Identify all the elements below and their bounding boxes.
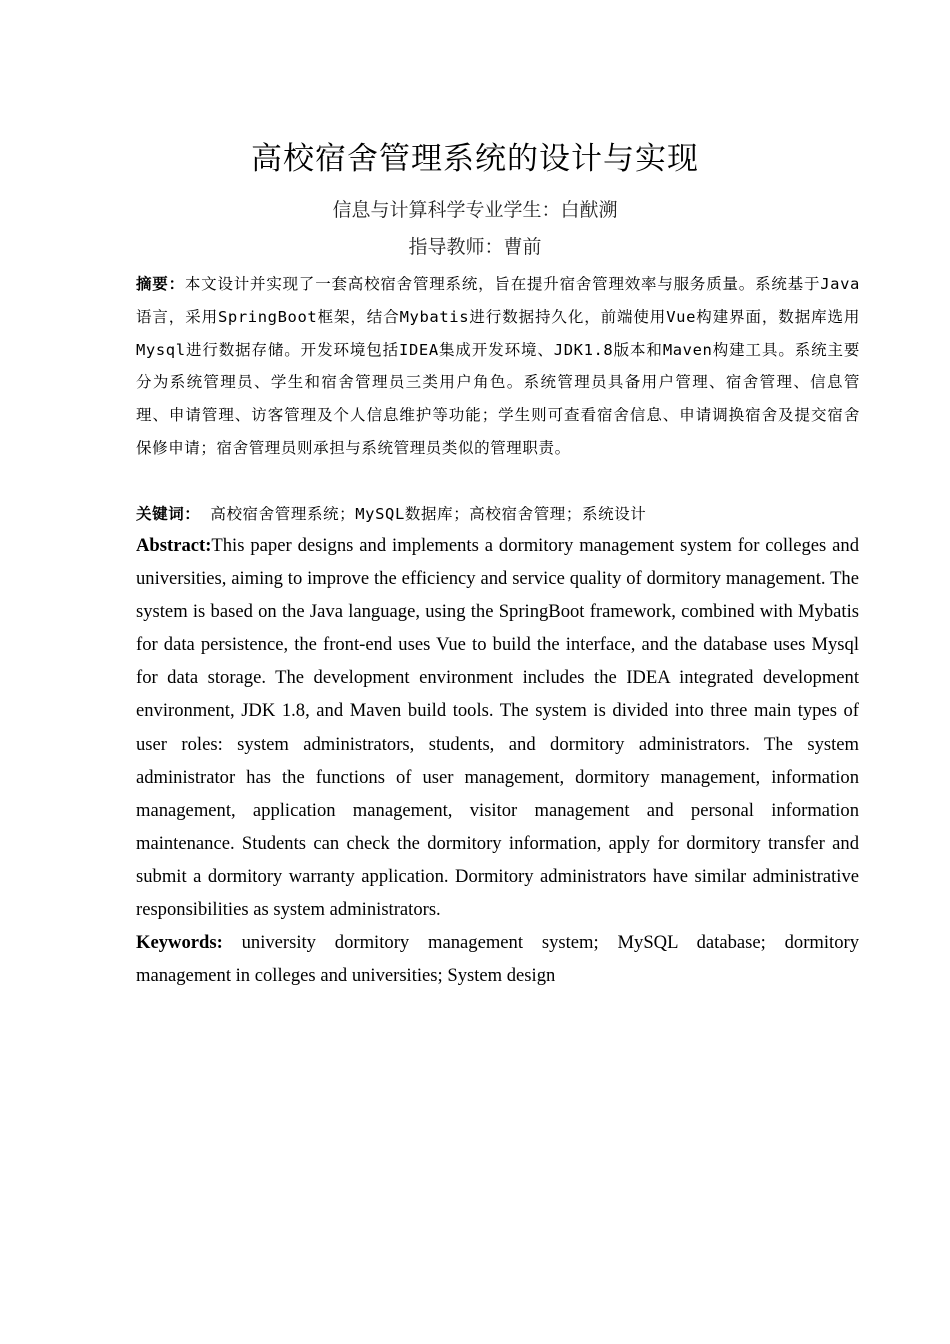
english-abstract-label: Abstract: [136, 535, 212, 556]
paper-title: 高校宿舍管理系统的设计与实现 [251, 141, 699, 177]
english-abstract-text: This paper designs and implements a dormitory management system for colleges and universities, aiming to improve the efficiency and service quality of dormitory management. The system is based on the Java language, using the SpringBoot framework, combined with Mybatis for data persistence, the front-end uses Vue to build the interface, and the database uses Mysql for data storage. The development environment includes the IDEA integrated development environment, JDK 1.8, and Maven build tools. The system is divided into three main types of user roles: system administrators, students, and dormitory administrators. The system administrator has the functions of user management, dormitory management, information management, application management, visitor management and personal information maintenance. Students can check the dormitory information, apply for dormitory transfer and submit a dormitory warranty application. Dormitory administrators have similar administrative responsibilities as system administrators. [136, 535, 859, 921]
author-line: 信息与计算科学专业学生：白猷溯 [332, 199, 618, 221]
advisor-line: 指导教师：曹前 [408, 236, 542, 258]
english-keywords [136, 926, 859, 992]
chinese-keywords [136, 498, 860, 531]
chinese-abstract [136, 268, 860, 465]
english-keywords-label: Keywords: [136, 932, 223, 953]
chinese-abstract-label: 摘要： [136, 274, 185, 293]
chinese-keywords-text: 高校宿舍管理系统；MySQL数据库；高校宿舍管理；系统设计 [200, 505, 647, 523]
chinese-keywords-label: 关键词： [136, 504, 201, 523]
english-keywords-text: university dormitory management system; MySQL database; dormitory management in colleges and universities; System design [136, 932, 859, 987]
chinese-abstract-text: 本文设计并实现了一套高校宿舍管理系统，旨在提升宿舍管理效率与服务质量。系统基于Java语言，采用SpringBoot框架，结合Mybatis进行数据持久化，前端使用Vue构建界面，数据库选用Mysql进行数据存储。开发环境包括IDEA集成开发环境、JDK1.8版本和Maven构建工具。系统主要分为系统管理员、学生和宿舍管理员三类用户角色。系统管理员具备用户管理、宿舍管理、信息管理、申请管理、访客管理及个人信息维护等功能；学生则可查看宿舍信息、申请调换宿舍及提交宿舍保修申请；宿舍管理员则承担与系统管理员类似的管理职责。 [136, 275, 860, 457]
english-abstract [136, 529, 859, 926]
